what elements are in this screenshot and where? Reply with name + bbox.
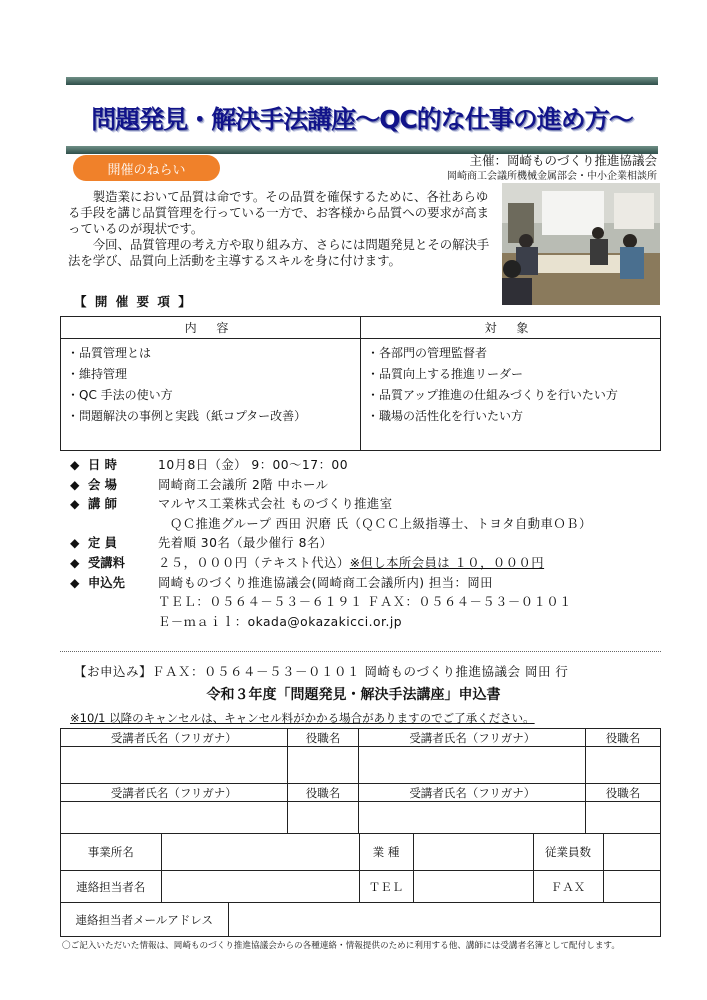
industry-label: 業 種 bbox=[359, 834, 413, 870]
target-item: ・ 各部門の管理監督者 bbox=[367, 343, 654, 364]
position-header: 役職名 bbox=[287, 784, 359, 802]
date-row bbox=[70, 456, 670, 476]
content-item: ・ 問題解決の事例と実践（紙コプター改善） bbox=[67, 406, 354, 427]
content-item: ・ 維持管理 bbox=[67, 364, 354, 385]
name-input[interactable] bbox=[61, 747, 288, 784]
banner-top-bar bbox=[66, 77, 658, 85]
tel-input[interactable] bbox=[413, 871, 533, 902]
venue-label: 会 場 bbox=[88, 477, 117, 492]
tel-label: ＴＥＬ bbox=[359, 871, 413, 902]
target-item: ・ 職場の活性化を行いたい方 bbox=[367, 406, 654, 427]
privacy-footnote: 〇ご記入いただいた情報は、岡崎ものづくり推進協議会からの各種連絡・情報提供のために利用する他、講師には受講者名簿として配付します。 bbox=[62, 941, 620, 951]
name-header: 受講者氏名（フリガナ） bbox=[61, 729, 288, 747]
position-header: 役職名 bbox=[586, 729, 661, 747]
capacity-value: 先着順 30名（最少催行 8名） bbox=[158, 536, 333, 551]
name-input[interactable] bbox=[359, 802, 586, 834]
diamond-icon: ◆ bbox=[70, 555, 80, 570]
name-header: 受講者氏名（フリガナ） bbox=[61, 784, 288, 802]
position-input[interactable] bbox=[287, 747, 359, 784]
industry-input[interactable] bbox=[413, 834, 533, 870]
target-item: ・ 品質アップ推進の仕組みづくりを行いたい方 bbox=[367, 385, 654, 406]
office-input[interactable] bbox=[161, 834, 359, 870]
cancellation-notice: ※10/1 以降のキャンセルは、キャンセル料がかかる場合がありますのでご了承ください。 bbox=[70, 711, 535, 725]
apply-label: 申込先 bbox=[88, 575, 125, 590]
banner bbox=[66, 85, 658, 151]
name-header: 受講者氏名（フリガナ） bbox=[359, 784, 586, 802]
lecturer-row-2 bbox=[70, 515, 670, 535]
outline-heading: 【 開 催 要 項 】 bbox=[74, 294, 193, 309]
diamond-icon: ◆ bbox=[70, 536, 80, 551]
apply-organization: 岡崎ものづくり推進協議会(岡崎商工会議所内) 担当：岡田 bbox=[158, 575, 493, 590]
apply-email-row bbox=[70, 613, 670, 633]
position-input[interactable] bbox=[287, 802, 359, 834]
capacity-row bbox=[70, 534, 670, 554]
contact-name-input[interactable] bbox=[161, 871, 359, 902]
contact-row bbox=[61, 871, 660, 902]
name-input[interactable] bbox=[359, 747, 586, 784]
venue-value: 岡崎商工会議所 2階 中ホール bbox=[158, 477, 329, 492]
target-item: ・ 品質向上する推進リーダー bbox=[367, 364, 654, 385]
application-form-table bbox=[60, 728, 661, 937]
event-details bbox=[70, 456, 670, 632]
host-cosponsor: 岡崎商工会議所機械金属部会・中小企業相談所 bbox=[447, 171, 657, 182]
fee-value: ２５，０００円（テキスト代込） bbox=[158, 555, 350, 570]
target-cell bbox=[361, 339, 661, 451]
diamond-icon: ◆ bbox=[70, 477, 80, 492]
position-header: 役職名 bbox=[586, 784, 661, 802]
diamond-icon: ◆ bbox=[70, 497, 80, 512]
position-input[interactable] bbox=[586, 802, 661, 834]
target-column-header: 対 象 bbox=[361, 317, 661, 339]
content-cell bbox=[61, 339, 361, 451]
host-organizer: 主催：岡崎ものづくり推進協議会 bbox=[469, 153, 657, 168]
diamond-icon: ◆ bbox=[70, 458, 80, 472]
application-form-title: 令和３年度「問題発見・解決手法講座」申込書 bbox=[206, 687, 501, 703]
apply-email: Ｅ－ｍａｉｌ：okada@okazakicci.or.jp bbox=[158, 614, 403, 629]
intro-paragraph-2: 今回、品質管理の考え方や取り組み方、さらには問題発見とその解決手法を学び、品質向上活動を主導するスキルを身に付けます。 bbox=[68, 237, 490, 268]
lecturer-label: 講 師 bbox=[88, 497, 117, 512]
content-item: ・ 品質管理とは bbox=[67, 343, 354, 364]
lecturer-company: マルヤス工業株式会社 ものづくり推進室 bbox=[158, 497, 393, 512]
page-title: 問題発見・解決手法講座～QC的な仕事の進め方～ bbox=[91, 105, 633, 134]
fax-input[interactable] bbox=[603, 871, 660, 902]
email-input[interactable] bbox=[228, 903, 660, 936]
employees-label: 従業員数 bbox=[533, 834, 603, 870]
position-input[interactable] bbox=[586, 747, 661, 784]
purpose-label: 開催のねらい bbox=[73, 155, 220, 181]
content-item: ・ QC 手法の使い方 bbox=[67, 385, 354, 406]
apply-row bbox=[70, 574, 670, 594]
fee-label: 受講料 bbox=[88, 555, 125, 570]
venue-row bbox=[70, 476, 670, 496]
contact-name-label: 連絡担当者名 bbox=[61, 871, 161, 902]
fee-row bbox=[70, 554, 670, 574]
email-row bbox=[61, 903, 660, 936]
seminar-photo bbox=[502, 183, 660, 305]
email-label: 連絡担当者メールアドレス bbox=[61, 903, 228, 936]
office-label: 事業所名 bbox=[61, 834, 161, 870]
office-row bbox=[61, 834, 660, 870]
date-label: 日 時 bbox=[88, 458, 117, 472]
content-column-header: 内 容 bbox=[61, 317, 361, 339]
apply-phone-row bbox=[70, 593, 670, 613]
diamond-icon: ◆ bbox=[70, 575, 80, 590]
name-input[interactable] bbox=[61, 802, 288, 834]
lecturer-row bbox=[70, 495, 670, 515]
fax-label: ＦＡＸ bbox=[533, 871, 603, 902]
date-value: 10月8日（金） 9：00～17：00 bbox=[158, 458, 349, 472]
fee-member-note: ※但し本所会員は １０，０００円 bbox=[349, 555, 545, 570]
position-header: 役職名 bbox=[287, 729, 359, 747]
apply-phone-fax: ＴＥＬ：０５６４－５３－６１９１ ＦＡＸ：０５６４－５３－０１０１ bbox=[158, 595, 572, 610]
outline-table bbox=[60, 316, 661, 451]
lecturer-name: ＱＣ推進グループ 西田 沢磨 氏（ＱＣＣ上級指導士、トヨタ自動車ＯＢ） bbox=[170, 516, 592, 531]
intro-text bbox=[68, 189, 496, 269]
cut-line bbox=[60, 651, 661, 652]
employees-input[interactable] bbox=[603, 834, 660, 870]
application-fax-line: 【お申込み】ＦＡＸ：０５６４－５３－０１０１ 岡崎ものづくり推進協議会 岡田 行 bbox=[74, 664, 569, 679]
intro-paragraph-1: 製造業において品質は命です。その品質を確保するために、各社あらゆる手段を講じ品質管理を行っている一方で、お客様から品質への要求が高まっているのが現状です。 bbox=[68, 189, 490, 236]
name-header: 受講者氏名（フリガナ） bbox=[359, 729, 586, 747]
capacity-label: 定 員 bbox=[88, 536, 117, 551]
